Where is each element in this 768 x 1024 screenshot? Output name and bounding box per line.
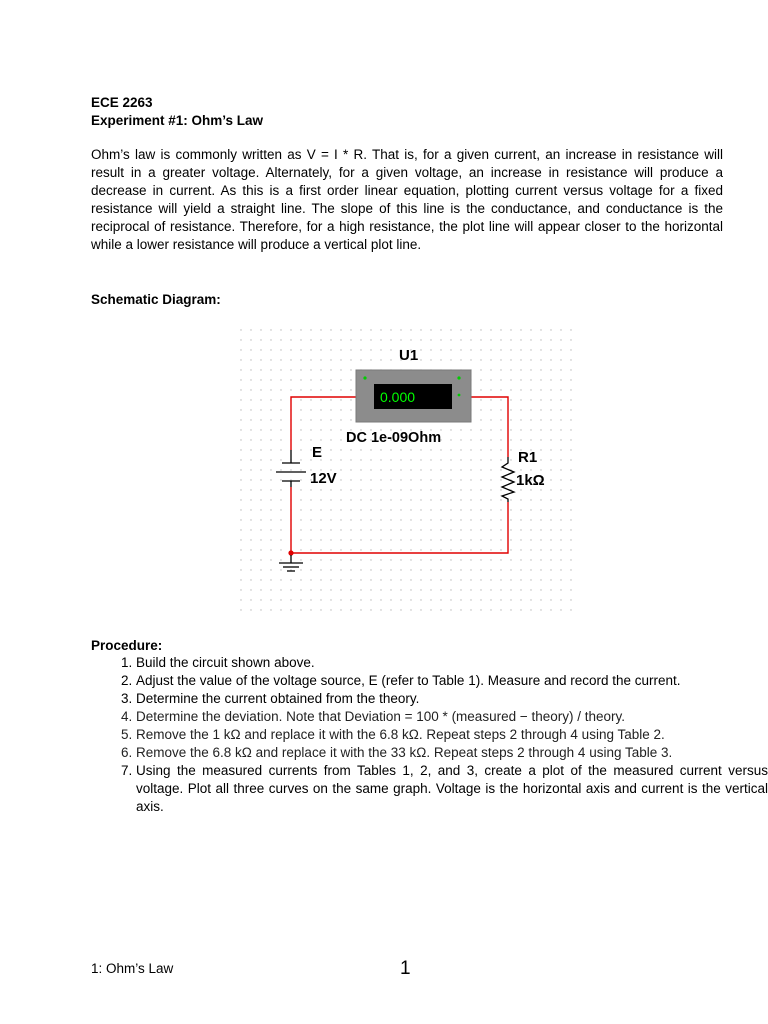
intro-paragraph: Ohm’s law is commonly written as V = I * R. That is, for a given current, an increase in resistance will result in a greater voltage. Alternately, for a given voltage, an increase in resistance will produce a decrease in current. As this is a first order linear equation, plotting current versus voltage for a fixed resistance will yield a straight line. The slope of this line is the conductance, and conductance is the reciprocal of resistance. Therefore, for a high resistance, the plot line will appear closer to the horizontal while a lower resistance will produce a vertical plot line. — [91, 147, 723, 252]
junction-dot — [288, 550, 293, 555]
grid-background — [236, 325, 578, 613]
procedure-list — [91, 654, 768, 816]
page-number: 1 — [400, 958, 411, 979]
resistor-label: R1 — [518, 449, 538, 466]
meter-terminal-minus — [457, 376, 460, 379]
source-value: 12V — [310, 470, 337, 487]
procedure-step: 5. Remove the 1 kΩ and replace it with the 6.8 kΩ. Repeat steps 2 through 4 using Table 2. — [136, 726, 768, 744]
meter-terminal-mark — [458, 394, 461, 397]
procedure-step: 6. Remove the 6.8 kΩ and replace it with the 33 kΩ. Repeat steps 2 through 4 using Table 3. — [136, 744, 768, 762]
meter-label: U1 — [399, 347, 419, 364]
meter-terminal-plus — [363, 376, 366, 379]
procedure-step: 1. Build the circuit shown above. — [136, 654, 768, 672]
schematic-diagram — [236, 325, 578, 613]
resistor-value: 1kΩ — [516, 472, 545, 489]
meter-reading: 0.000 — [380, 389, 416, 405]
procedure-step: 7. Using the measured currents from Tables 1, 2, and 3, create a plot of the measured current versus voltage. Plot all three curves on the same graph. Voltage is the horizontal axis and current is the vertical axis. — [136, 762, 768, 816]
source-label: E — [312, 444, 323, 461]
course-title: ECE 2263 — [91, 95, 153, 110]
schematic-heading: Schematic Diagram: — [91, 292, 221, 307]
procedure-step: 4. Determine the deviation. Note that Deviation = 100 * (measured − theory) / theory. — [136, 708, 768, 726]
footer-title: 1: Ohm’s Law — [91, 961, 174, 976]
meter-mode: DC 1e-09Ohm — [346, 430, 442, 446]
ammeter-u1 — [356, 370, 471, 422]
procedure-step: 2. Adjust the value of the voltage source, E (refer to Table 1). Measure and record the current. — [136, 672, 768, 690]
procedure-step: 3. Determine the current obtained from the theory. — [136, 690, 768, 708]
experiment-title: Experiment #1: Ohm’s Law — [91, 113, 264, 128]
procedure-heading: Procedure: — [91, 638, 163, 653]
